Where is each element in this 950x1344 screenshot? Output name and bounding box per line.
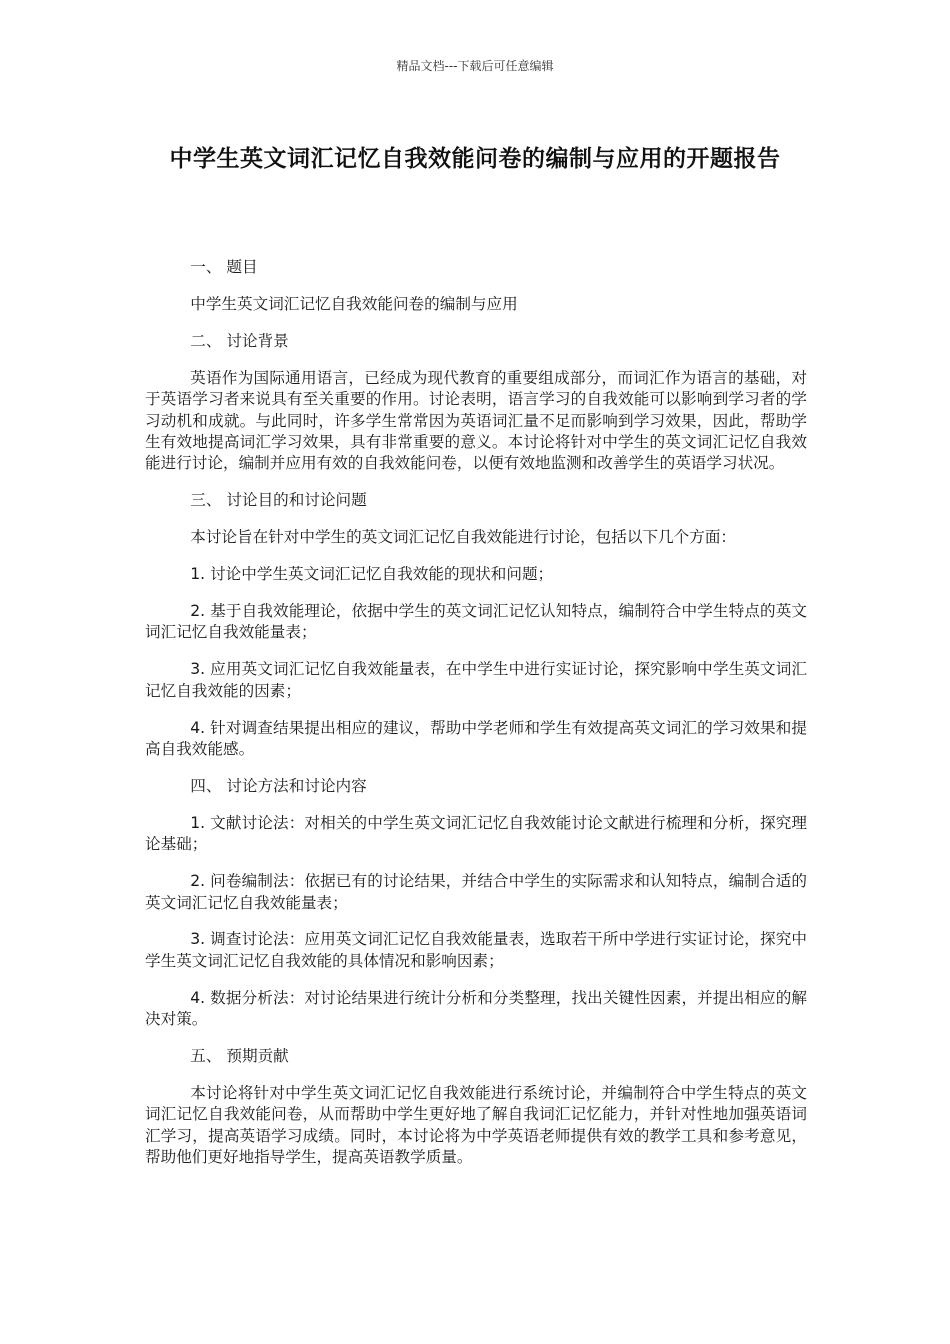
header-note: 精品文档---下载后可任意编辑 <box>396 59 554 73</box>
method-item: 2. 问卷编制法：依据已有的讨论结果，并结合中学生的实际需求和认知特点，编制合适的英文词汇记忆自我效能量表； <box>145 872 807 912</box>
purpose-item: 1. 讨论中学生英文词汇记忆自我效能的现状和问题； <box>190 565 554 584</box>
section-heading-contribution: 五、 预期贡献 <box>190 1047 289 1066</box>
purpose-item: 3. 应用英文词汇记忆自我效能量表，在中学生中进行实证讨论，探究影响中学生英文词汇记忆自我效能的因素； <box>145 660 807 700</box>
document-body <box>145 257 807 1184</box>
method-item: 3. 调查讨论法：应用英文词汇记忆自我效能量表，选取若干所中学进行实证讨论，探究中学生英文词汇记忆自我效能的具体情况和影响因素； <box>145 930 807 970</box>
purpose-item: 4. 针对调查结果提出相应的建议，帮助中学老师和学生有效提高英文词汇的学习效果和提高自我效能感。 <box>145 718 807 758</box>
purpose-item: 2. 基于自我效能理论，依据中学生的英文词汇记忆认知特点，编制符合中学生特点的英文词汇记忆自我效能量表； <box>145 601 807 642</box>
method-item: 4. 数据分析法：对讨论结果进行统计分析和分类整理，找出关键性因素，并提出相应的解决对策。 <box>145 988 807 1029</box>
purpose-intro: 本讨论旨在针对中学生的英文词汇记忆自我效能进行讨论，包括以下几个方面： <box>190 528 737 547</box>
topic-text: 中学生英文词汇记忆自我效能问卷的编制与应用 <box>190 294 518 313</box>
contribution-paragraph: 本讨论将针对中学生英文词汇记忆自我效能进行系统讨论，并编制符合中学生特点的英文词汇记忆自我效能问卷，从而帮助中学生更好地了解自我词汇记忆能力，并针对性地加强英语词汇学习，提高英语学习成绩。同时，本讨论将为中学英语老师提供有效的教学工具和参考意见，帮助他们更好地指导学生，提高英语教学质量。 <box>145 1083 807 1167</box>
background-paragraph: 英语作为国际通用语言，已经成为现代教育的重要组成部分，而词汇作为语言的基础，对于英语学习者来说具有至关重要的作用。讨论表明，语言学习的自我效能可以影响到学习者的学习动机和成就。与此同时，许多学生常常因为英语词汇量不足而影响到学习效果，因此，帮助学生有效地提高词汇学习效果，具有非常重要的意义。本讨论将针对中学生的英文词汇记忆自我效能进行讨论，编制并应用有效的自我效能问卷，以便有效地监测和改善学生的英语学习状况。 <box>145 368 807 473</box>
method-item: 1. 文献讨论法：对相关的中学生英文词汇记忆自我效能讨论文献进行梳理和分析，探究理论基础； <box>145 813 807 854</box>
section-heading-purpose: 三、 讨论目的和讨论问题 <box>190 491 367 510</box>
document-title: 中学生英文词汇记忆自我效能问卷的编制与应用的开题报告 <box>169 146 781 172</box>
section-heading-topic: 一、 题目 <box>190 258 258 276</box>
section-heading-methods: 四、 讨论方法和讨论内容 <box>190 776 367 795</box>
section-heading-background: 二、 讨论背景 <box>190 331 289 350</box>
